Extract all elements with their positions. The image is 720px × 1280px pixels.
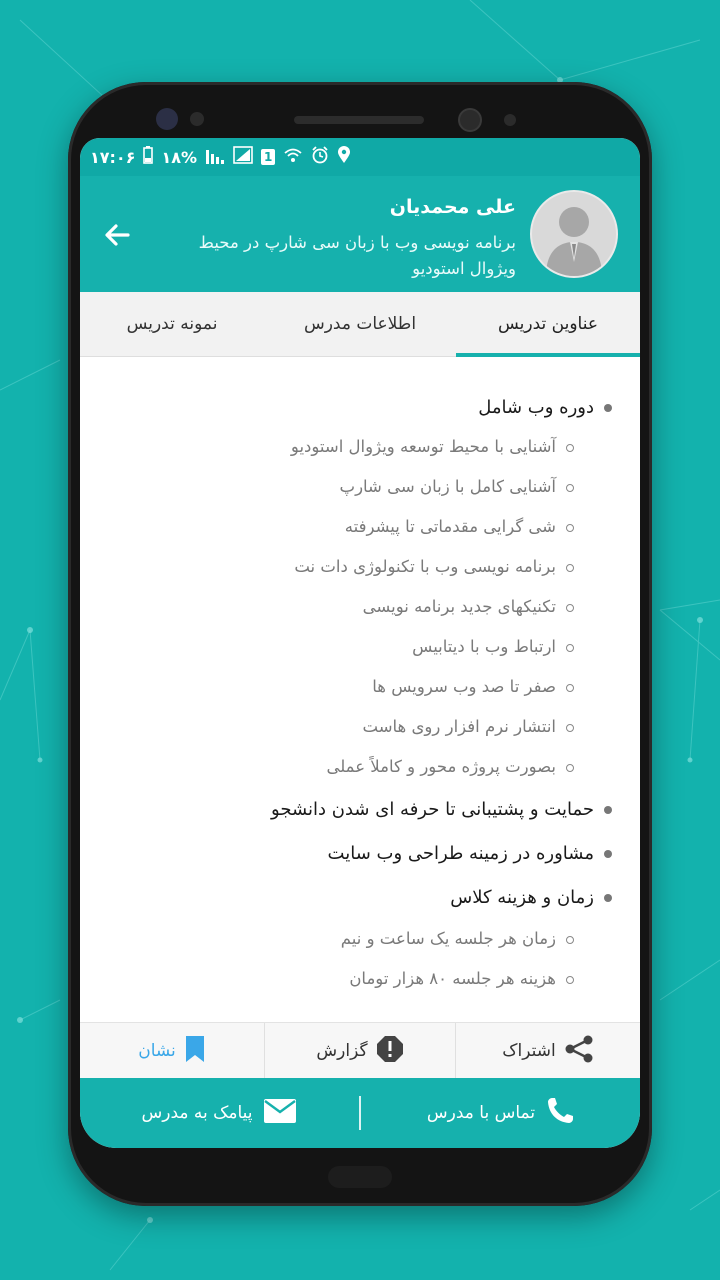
share-icon xyxy=(564,1034,594,1069)
call-teacher-button[interactable] xyxy=(362,1078,640,1148)
back-arrow-icon[interactable] xyxy=(102,220,132,250)
topic-subitem: آشنایی با محیط توسعه ویژوال استودیو xyxy=(290,437,556,456)
app-screen xyxy=(80,138,640,1148)
battery-level: ۱۸% xyxy=(161,147,198,167)
phone-icon xyxy=(545,1096,575,1131)
topic-subitem: شی گرایی مقدماتی تا پیشرفته xyxy=(344,517,556,536)
bullet-icon xyxy=(604,404,612,412)
topic-subitem: آشنایی کامل با زبان سی شارپ xyxy=(339,477,556,496)
topic-subitem: صفر تا صد وب سرویس ها xyxy=(372,677,556,696)
tab-teaching-topics[interactable]: عناوین تدریس xyxy=(497,314,598,334)
list-item xyxy=(100,597,574,616)
list-item xyxy=(100,637,574,656)
topic-heading: دوره وب شامل xyxy=(478,397,594,418)
bullet-icon xyxy=(604,806,612,814)
circle-bullet-icon xyxy=(566,764,574,772)
mail-icon xyxy=(263,1098,297,1129)
bookmark-label: نشان xyxy=(138,1041,176,1061)
signal-icon xyxy=(233,146,253,168)
list-item xyxy=(100,517,574,536)
bullet-icon xyxy=(604,850,612,858)
circle-bullet-icon xyxy=(566,936,574,944)
list-item xyxy=(100,717,574,736)
avatar-icon[interactable] xyxy=(530,190,618,278)
topic-subitem: بصورت پروژه محور و کاملاً عملی xyxy=(326,757,556,776)
list-item xyxy=(100,969,574,988)
circle-bullet-icon xyxy=(566,684,574,692)
tab-teacher-info[interactable]: اطلاعات مدرس xyxy=(303,314,417,334)
topic-heading: حمایت و پشتیبانی تا حرفه ای شدن دانشجو xyxy=(271,799,594,820)
action-bar xyxy=(80,1022,640,1079)
topics-list xyxy=(80,357,640,1021)
topic-subitem: هزینه هر جلسه ۸۰ هزار تومان xyxy=(349,969,556,988)
list-item xyxy=(100,799,612,820)
topic-subitem: زمان هر جلسه یک ساعت و نیم xyxy=(340,929,556,948)
phone-speaker xyxy=(294,116,424,124)
teacher-name: علی محمدیان xyxy=(389,196,516,218)
topic-subitem: برنامه نویسی وب با تکنولوژی دات نت xyxy=(294,557,556,576)
tab-teaching-samples[interactable]: نمونه تدریس xyxy=(126,314,218,334)
bookmark-icon xyxy=(184,1035,206,1068)
divider xyxy=(359,1096,361,1130)
circle-bullet-icon xyxy=(566,444,574,452)
topic-heading: مشاوره در زمینه طراحی وب سایت xyxy=(327,843,594,864)
status-bar xyxy=(80,138,640,176)
share-label: اشتراک xyxy=(502,1041,556,1061)
bullet-icon xyxy=(604,894,612,902)
report-button[interactable] xyxy=(264,1023,455,1079)
circle-bullet-icon xyxy=(566,644,574,652)
front-camera xyxy=(458,108,482,132)
alarm-icon xyxy=(311,146,329,168)
battery-icon xyxy=(143,146,153,168)
list-item xyxy=(100,437,574,456)
contact-bar xyxy=(80,1078,640,1148)
topic-subitem: ارتباط وب با دیتابیس xyxy=(412,637,556,656)
circle-bullet-icon xyxy=(566,564,574,572)
teacher-description: برنامه نویسی وب با زبان سی شارپ در محیط ویژوال استودیو xyxy=(198,233,516,278)
circle-bullet-icon xyxy=(566,604,574,612)
topic-subitem: تکنیکهای جدید برنامه نویسی xyxy=(362,597,556,616)
bookmark-button[interactable] xyxy=(80,1023,264,1079)
list-item xyxy=(100,677,574,696)
home-button xyxy=(328,1166,392,1188)
signal-bars-icon xyxy=(205,146,225,168)
circle-bullet-icon xyxy=(566,484,574,492)
circle-bullet-icon xyxy=(566,976,574,984)
list-item xyxy=(100,929,574,948)
circle-bullet-icon xyxy=(566,724,574,732)
phone-proximity-sensor xyxy=(504,114,516,126)
list-item xyxy=(100,887,612,908)
list-item xyxy=(100,397,612,418)
share-button[interactable] xyxy=(455,1023,640,1079)
circle-bullet-icon xyxy=(566,524,574,532)
topic-subitem: انتشار نرم افزار روی هاست xyxy=(362,717,556,736)
report-icon xyxy=(376,1035,404,1068)
teacher-header xyxy=(80,176,640,292)
sim-icon: 1 xyxy=(261,149,275,165)
report-label: گزارش xyxy=(316,1041,368,1061)
status-time: ۱۷:۰۶ xyxy=(90,147,136,167)
phone-sensor-dot xyxy=(190,112,204,126)
call-label: تماس با مدرس xyxy=(426,1103,536,1123)
wifi-icon xyxy=(283,146,303,168)
topic-heading: زمان و هزینه کلاس xyxy=(450,887,594,908)
tab-bar xyxy=(80,292,640,357)
list-item xyxy=(100,757,574,776)
list-item xyxy=(100,557,574,576)
phone-camera-sensor xyxy=(156,108,178,130)
sms-teacher-button[interactable] xyxy=(80,1078,358,1148)
list-item xyxy=(100,477,574,496)
location-icon xyxy=(337,146,351,168)
list-item xyxy=(100,843,612,864)
sms-label: پیامک به مدرس xyxy=(141,1103,253,1123)
